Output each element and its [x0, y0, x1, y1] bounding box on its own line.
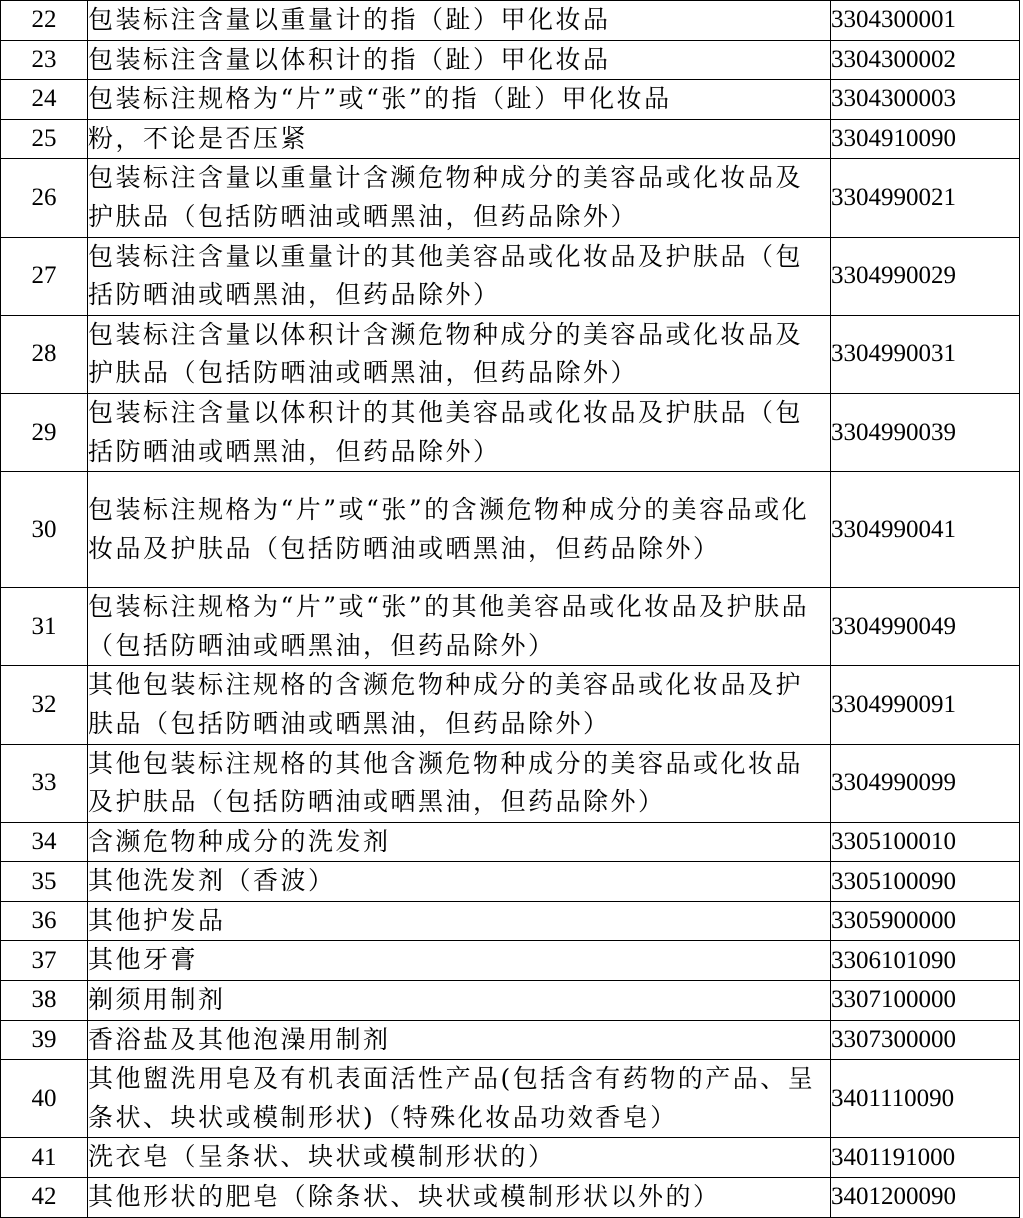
table-row [1, 1178, 1020, 1218]
table-row [1, 901, 1020, 941]
product-description: 香浴盐及其他泡澡用制剂 [88, 1020, 831, 1060]
product-description: 其他包装标注规格的其他含濒危物种成分的美容品或化妆品及护肤品（包括防晒油或晒黑油，但药品除外） [88, 744, 831, 822]
hs-code: 3304300003 [831, 80, 1020, 120]
product-description: 包装标注规格为“片”或“张”的含濒危物种成分的美容品或化妆品及护肤品（包括防晒油或晒黑油，但药品除外） [88, 472, 831, 588]
row-number: 30 [1, 472, 88, 588]
row-number: 35 [1, 862, 88, 902]
table-row [1, 40, 1020, 80]
table-row [1, 941, 1020, 981]
table-row [1, 588, 1020, 666]
product-description: 剃须用制剂 [88, 981, 831, 1021]
row-number: 38 [1, 981, 88, 1021]
row-number: 41 [1, 1138, 88, 1178]
row-number: 25 [1, 119, 88, 159]
hs-code: 3401110090 [831, 1060, 1020, 1138]
table-row [1, 159, 1020, 237]
hs-code: 3305900000 [831, 901, 1020, 941]
hs-code: 3401200090 [831, 1178, 1020, 1218]
table-row [1, 315, 1020, 393]
hs-code: 3307100000 [831, 981, 1020, 1021]
hs-code: 3304990039 [831, 393, 1020, 471]
table-row [1, 1060, 1020, 1138]
product-description: 粉，不论是否压紧 [88, 119, 831, 159]
table-row [1, 237, 1020, 315]
row-number: 39 [1, 1020, 88, 1060]
row-number: 37 [1, 941, 88, 981]
table-row [1, 744, 1020, 822]
table-row [1, 822, 1020, 862]
product-description: 包装标注含量以重量计含濒危物种成分的美容品或化妆品及护肤品（包括防晒油或晒黑油，但药品除外） [88, 159, 831, 237]
table-row [1, 862, 1020, 902]
product-description: 洗衣皂（呈条状、块状或模制形状的） [88, 1138, 831, 1178]
table-row [1, 1020, 1020, 1060]
hs-code: 3305100010 [831, 822, 1020, 862]
hs-code: 3304990049 [831, 588, 1020, 666]
table-row [1, 1, 1020, 41]
hs-code: 3306101090 [831, 941, 1020, 981]
product-description: 含濒危物种成分的洗发剂 [88, 822, 831, 862]
table-row [1, 119, 1020, 159]
row-number: 36 [1, 901, 88, 941]
product-description: 包装标注含量以体积计的其他美容品或化妆品及护肤品（包括防晒油或晒黑油，但药品除外） [88, 393, 831, 471]
hs-code: 3305100090 [831, 862, 1020, 902]
product-description: 其他护发品 [88, 901, 831, 941]
product-description: 其他包装标注规格的含濒危物种成分的美容品或化妆品及护肤品（包括防晒油或晒黑油，但药品除外） [88, 666, 831, 744]
product-description: 包装标注规格为“片”或“张”的其他美容品或化妆品及护肤品（包括防晒油或晒黑油，但药品除外） [88, 588, 831, 666]
table-row [1, 981, 1020, 1021]
table-row [1, 666, 1020, 744]
product-description: 其他形状的肥皂（除条状、块状或模制形状以外的） [88, 1178, 831, 1218]
hs-code: 3307300000 [831, 1020, 1020, 1060]
product-description: 其他盥洗用皂及有机表面活性产品(包括含有药物的产品、呈条状、块状或模制形状)（特殊化妆品功效香皂） [88, 1060, 831, 1138]
row-number: 29 [1, 393, 88, 471]
hs-code: 3304990029 [831, 237, 1020, 315]
table-row [1, 472, 1020, 588]
row-number: 42 [1, 1178, 88, 1218]
product-description: 包装标注含量以重量计的指（趾）甲化妆品 [88, 1, 831, 41]
product-description: 包装标注含量以体积计的指（趾）甲化妆品 [88, 40, 831, 80]
hs-code: 3304990041 [831, 472, 1020, 588]
row-number: 24 [1, 80, 88, 120]
row-number: 23 [1, 40, 88, 80]
hs-code: 3304300001 [831, 1, 1020, 41]
product-description: 其他洗发剂（香波） [88, 862, 831, 902]
row-number: 22 [1, 1, 88, 41]
row-number: 27 [1, 237, 88, 315]
table-row [1, 393, 1020, 471]
row-number: 28 [1, 315, 88, 393]
hs-code: 3304990031 [831, 315, 1020, 393]
row-number: 26 [1, 159, 88, 237]
product-description: 包装标注含量以重量计的其他美容品或化妆品及护肤品（包括防晒油或晒黑油，但药品除外） [88, 237, 831, 315]
hs-code: 3304990091 [831, 666, 1020, 744]
hs-code: 3304910090 [831, 119, 1020, 159]
hs-code: 3304990099 [831, 744, 1020, 822]
product-description: 包装标注含量以体积计含濒危物种成分的美容品或化妆品及护肤品（包括防晒油或晒黑油，但药品除外） [88, 315, 831, 393]
row-number: 32 [1, 666, 88, 744]
hs-code: 3304300002 [831, 40, 1020, 80]
row-number: 33 [1, 744, 88, 822]
row-number: 40 [1, 1060, 88, 1138]
table-row [1, 80, 1020, 120]
hs-code: 3401191000 [831, 1138, 1020, 1178]
row-number: 34 [1, 822, 88, 862]
table-row [1, 1138, 1020, 1178]
hs-code: 3304990021 [831, 159, 1020, 237]
row-number: 31 [1, 588, 88, 666]
product-description: 其他牙膏 [88, 941, 831, 981]
product-description: 包装标注规格为“片”或“张”的指（趾）甲化妆品 [88, 80, 831, 120]
